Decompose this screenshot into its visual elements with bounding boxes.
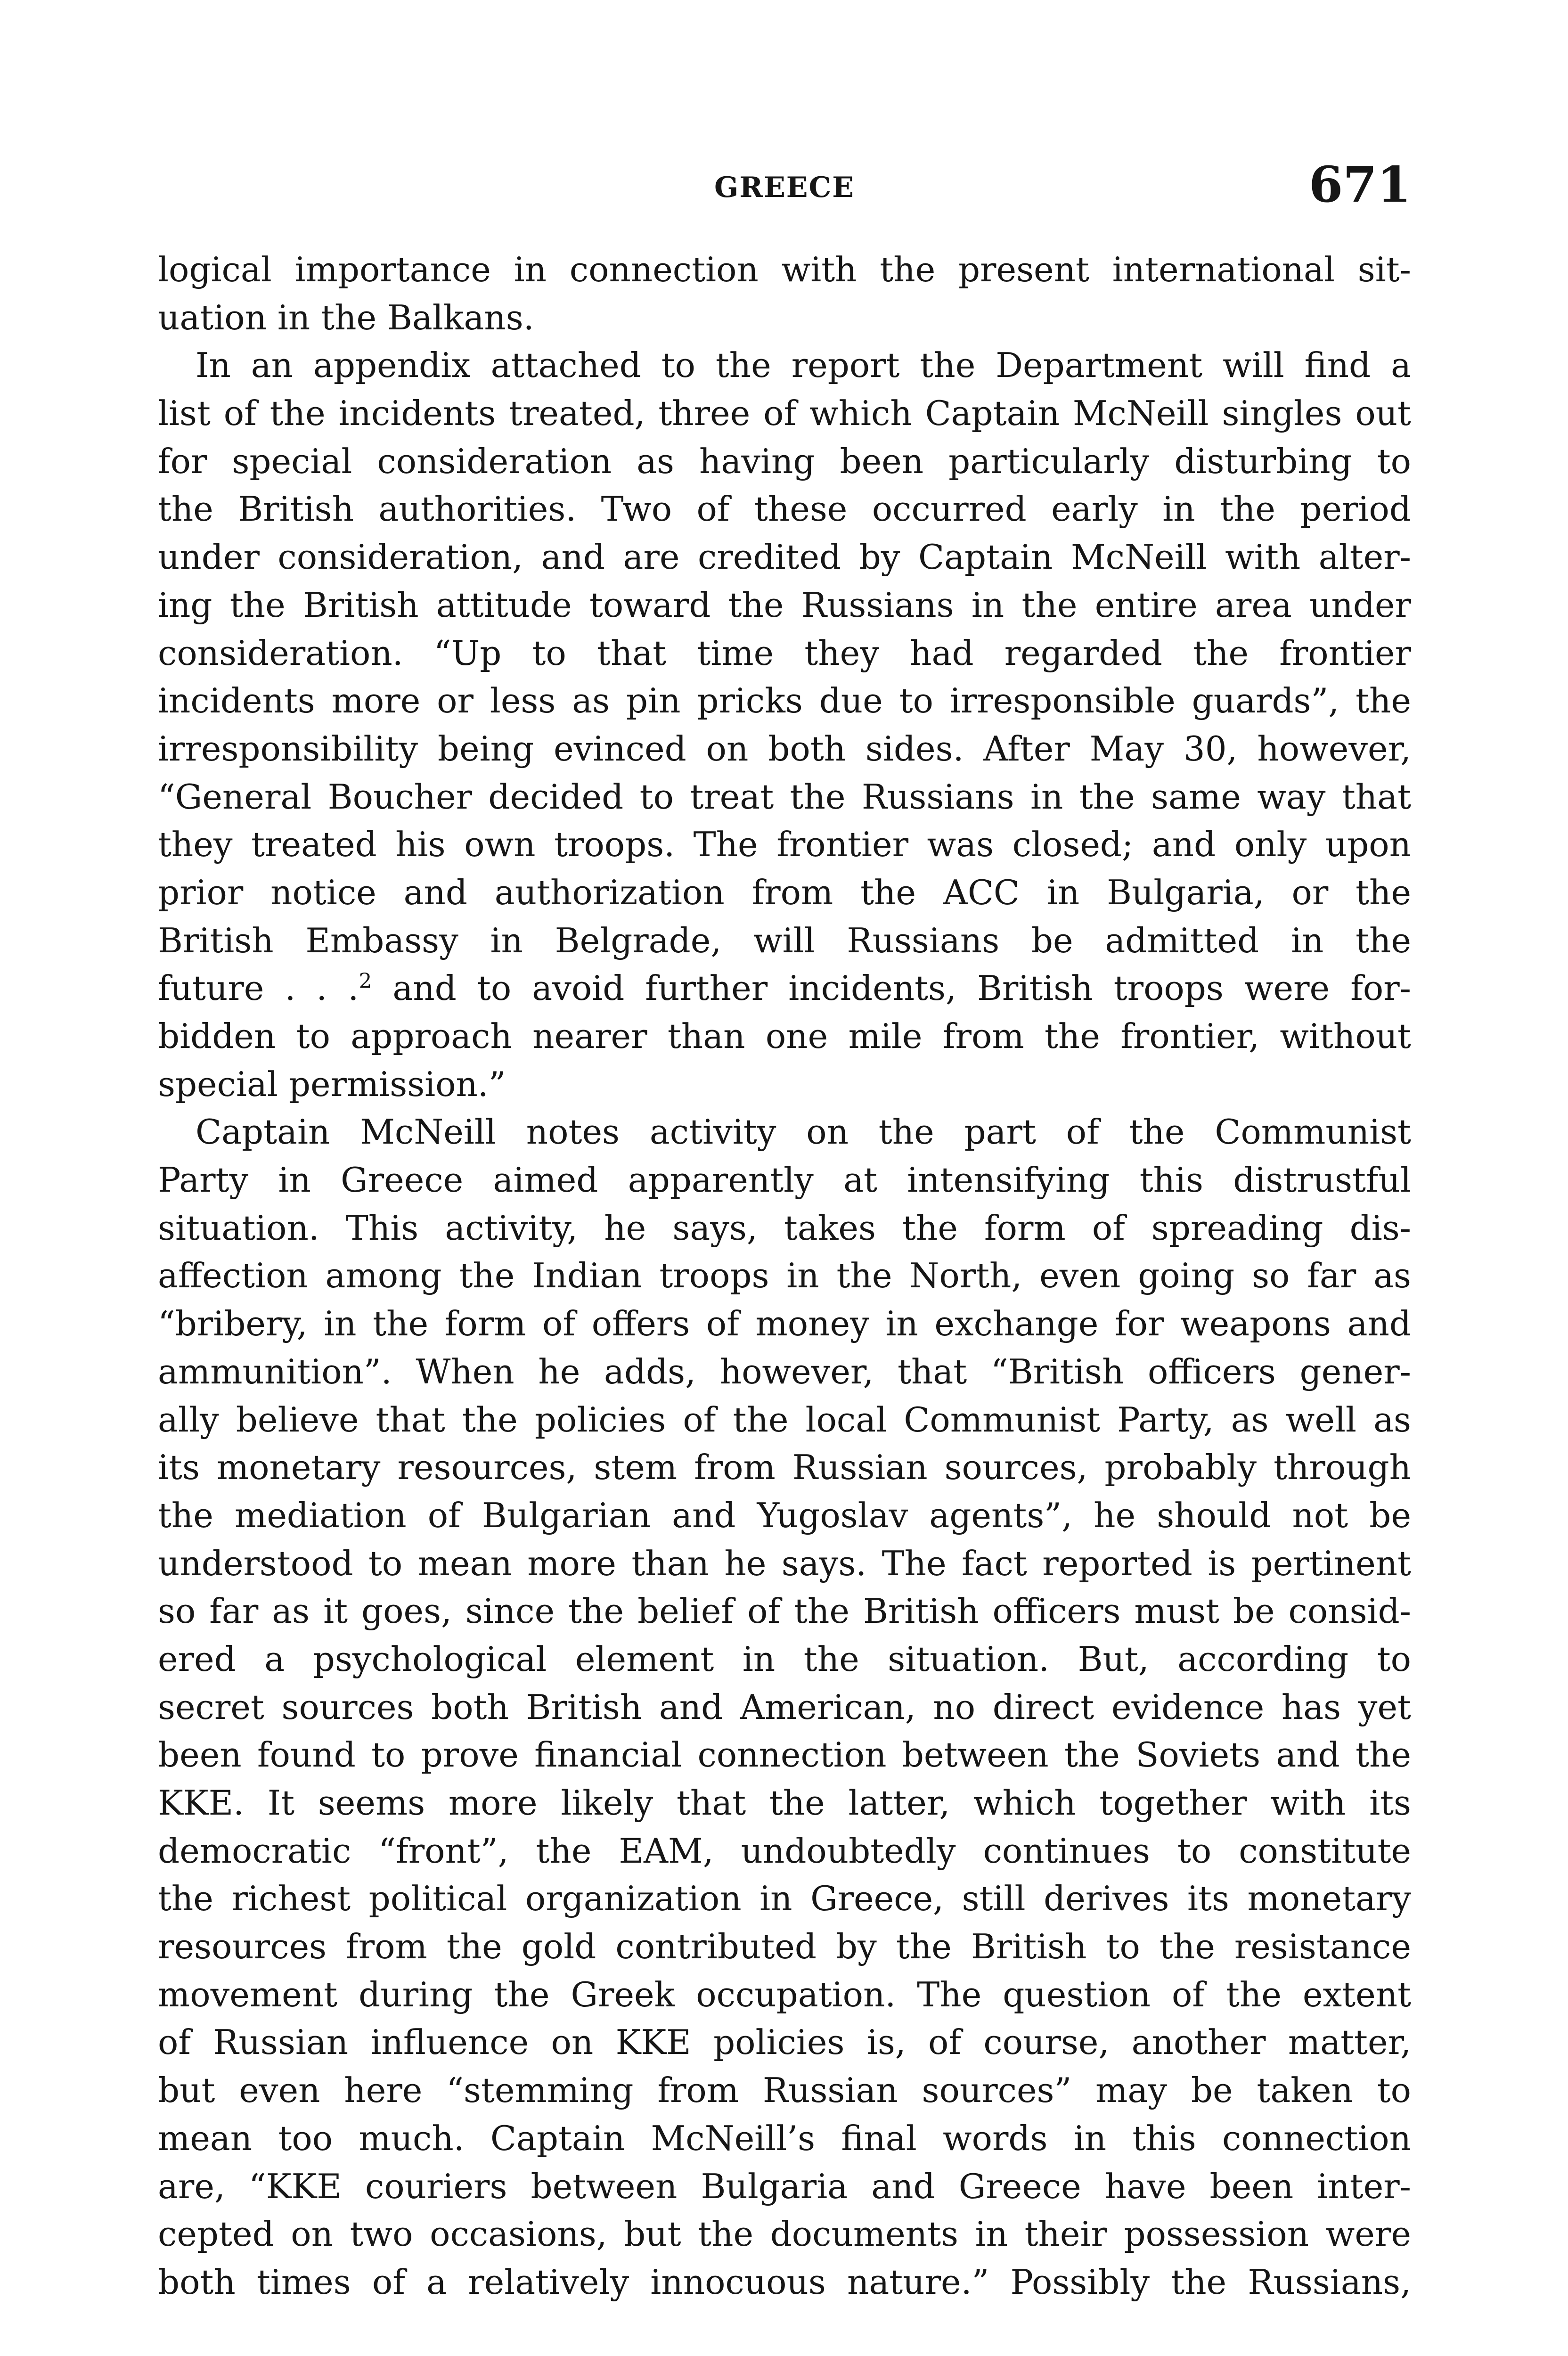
text-line: resources from the gold contributed by the British to the resistance (158, 1927, 1411, 1967)
text-line: been found to prove financial connection between the Soviets and the (158, 1735, 1411, 1775)
text-line: ing the British attitude toward the Russians in the entire area under (158, 585, 1411, 625)
text-line: for special consideration as having been particularly disturbing to (158, 441, 1411, 481)
text-line: ally believe that the policies of the local Communist Party, as well as (158, 1399, 1411, 1440)
text-line: its monetary resources, stem from Russian sources, probably through (158, 1448, 1411, 1488)
text-line: secret sources both British and American, no direct evidence has yet (158, 1687, 1411, 1727)
text-line: KKE. It seems more likely that the latter, which together with its (158, 1783, 1411, 1823)
text-line: irresponsibility being evinced on both sides. After May 30, however, (158, 728, 1411, 769)
paragraph-start-line: In an appendix attached to the report the Department will find a (196, 345, 1411, 385)
text-line: bidden to approach nearer than one mile from the frontier, without (158, 1016, 1411, 1056)
text-line: logical importance in connection with the present international sit- (158, 250, 1411, 289)
running-head (158, 155, 1411, 217)
text-line: but even here “stemming from Russian sources” may be taken to (158, 2070, 1411, 2111)
text-line: incidents more or less as pin pricks due to irresponsible guards”, the (158, 681, 1411, 721)
text-line: mean too much. Captain McNeill’s final words in this connection (158, 2118, 1411, 2158)
text-line: affection among the Indian troops in the North, even going so far as (158, 1256, 1411, 1296)
text-line: the richest political organization in Greece, still derives its monetary (158, 1879, 1411, 1919)
text-line: both times of a relatively innocuous nature.” Possibly the Russians, (158, 2262, 1411, 2302)
text-line: ered a psychological element in the situation. But, according to (158, 1639, 1411, 1679)
text-line: cepted on two occasions, but the documents in their possession were (158, 2214, 1411, 2254)
text-line: the British authorities. Two of these occurred early in the period (158, 489, 1411, 529)
body-text (158, 246, 1411, 2307)
page-number: 671 (1308, 155, 1411, 213)
text-segment: and to avoid further incidents, British troops were for- (372, 968, 1412, 1008)
text-line: understood to mean more than he says. The fact reported is pertinent (158, 1543, 1411, 1583)
text-line: “General Boucher decided to treat the Russians in the same way that (158, 777, 1411, 817)
text-line: so far as it goes, since the belief of the British officers must be consid- (158, 1591, 1411, 1631)
text-line: prior notice and authorization from the ACC in Bulgaria, or the (158, 872, 1411, 912)
text-line: situation. This activity, he says, takes the form of spreading dis- (158, 1208, 1411, 1248)
text-segment: future . . . (158, 968, 359, 1008)
text-line-with-footnote-ref (158, 965, 1411, 1013)
text-line: special permission.” (158, 1064, 506, 1104)
text-line: are, “KKE couriers between Bulgaria and Greece have been inter- (158, 2166, 1411, 2206)
text-line: British Embassy in Belgrade, will Russians be admitted in the (158, 920, 1411, 960)
text-line: democratic “front”, the EAM, undoubtedly continues to constitute (158, 1831, 1411, 1871)
text-line: they treated his own troops. The frontier was closed; and only upon (158, 825, 1411, 865)
text-line: uation in the Balkans. (158, 297, 534, 337)
text-line: under consideration, and are credited by Captain McNeill with alter- (158, 537, 1411, 577)
text-line: the mediation of Bulgarian and Yugoslav agents”, he should not be (158, 1495, 1411, 1535)
text-line: movement during the Greek occupation. The question of the extent (158, 1974, 1411, 2014)
text-line: list of the incidents treated, three of which Captain McNeill singles out (158, 393, 1411, 434)
text-line: “bribery, in the form of offers of money in exchange for weapons and (158, 1304, 1411, 1344)
text-line: ammunition”. When he adds, however, that “British officers gener- (158, 1351, 1411, 1391)
text-line: Party in Greece aimed apparently at intensifying this distrustful (158, 1160, 1411, 1200)
footnote-reference: 2 (359, 969, 372, 994)
running-title: GREECE (714, 171, 855, 204)
text-line: of Russian influence on KKE policies is, of course, another matter, (158, 2022, 1411, 2062)
text-line: consideration. “Up to that time they had regarded the frontier (158, 633, 1411, 673)
paragraph-start-line: Captain McNeill notes activity on the part of the Communist (196, 1112, 1411, 1152)
